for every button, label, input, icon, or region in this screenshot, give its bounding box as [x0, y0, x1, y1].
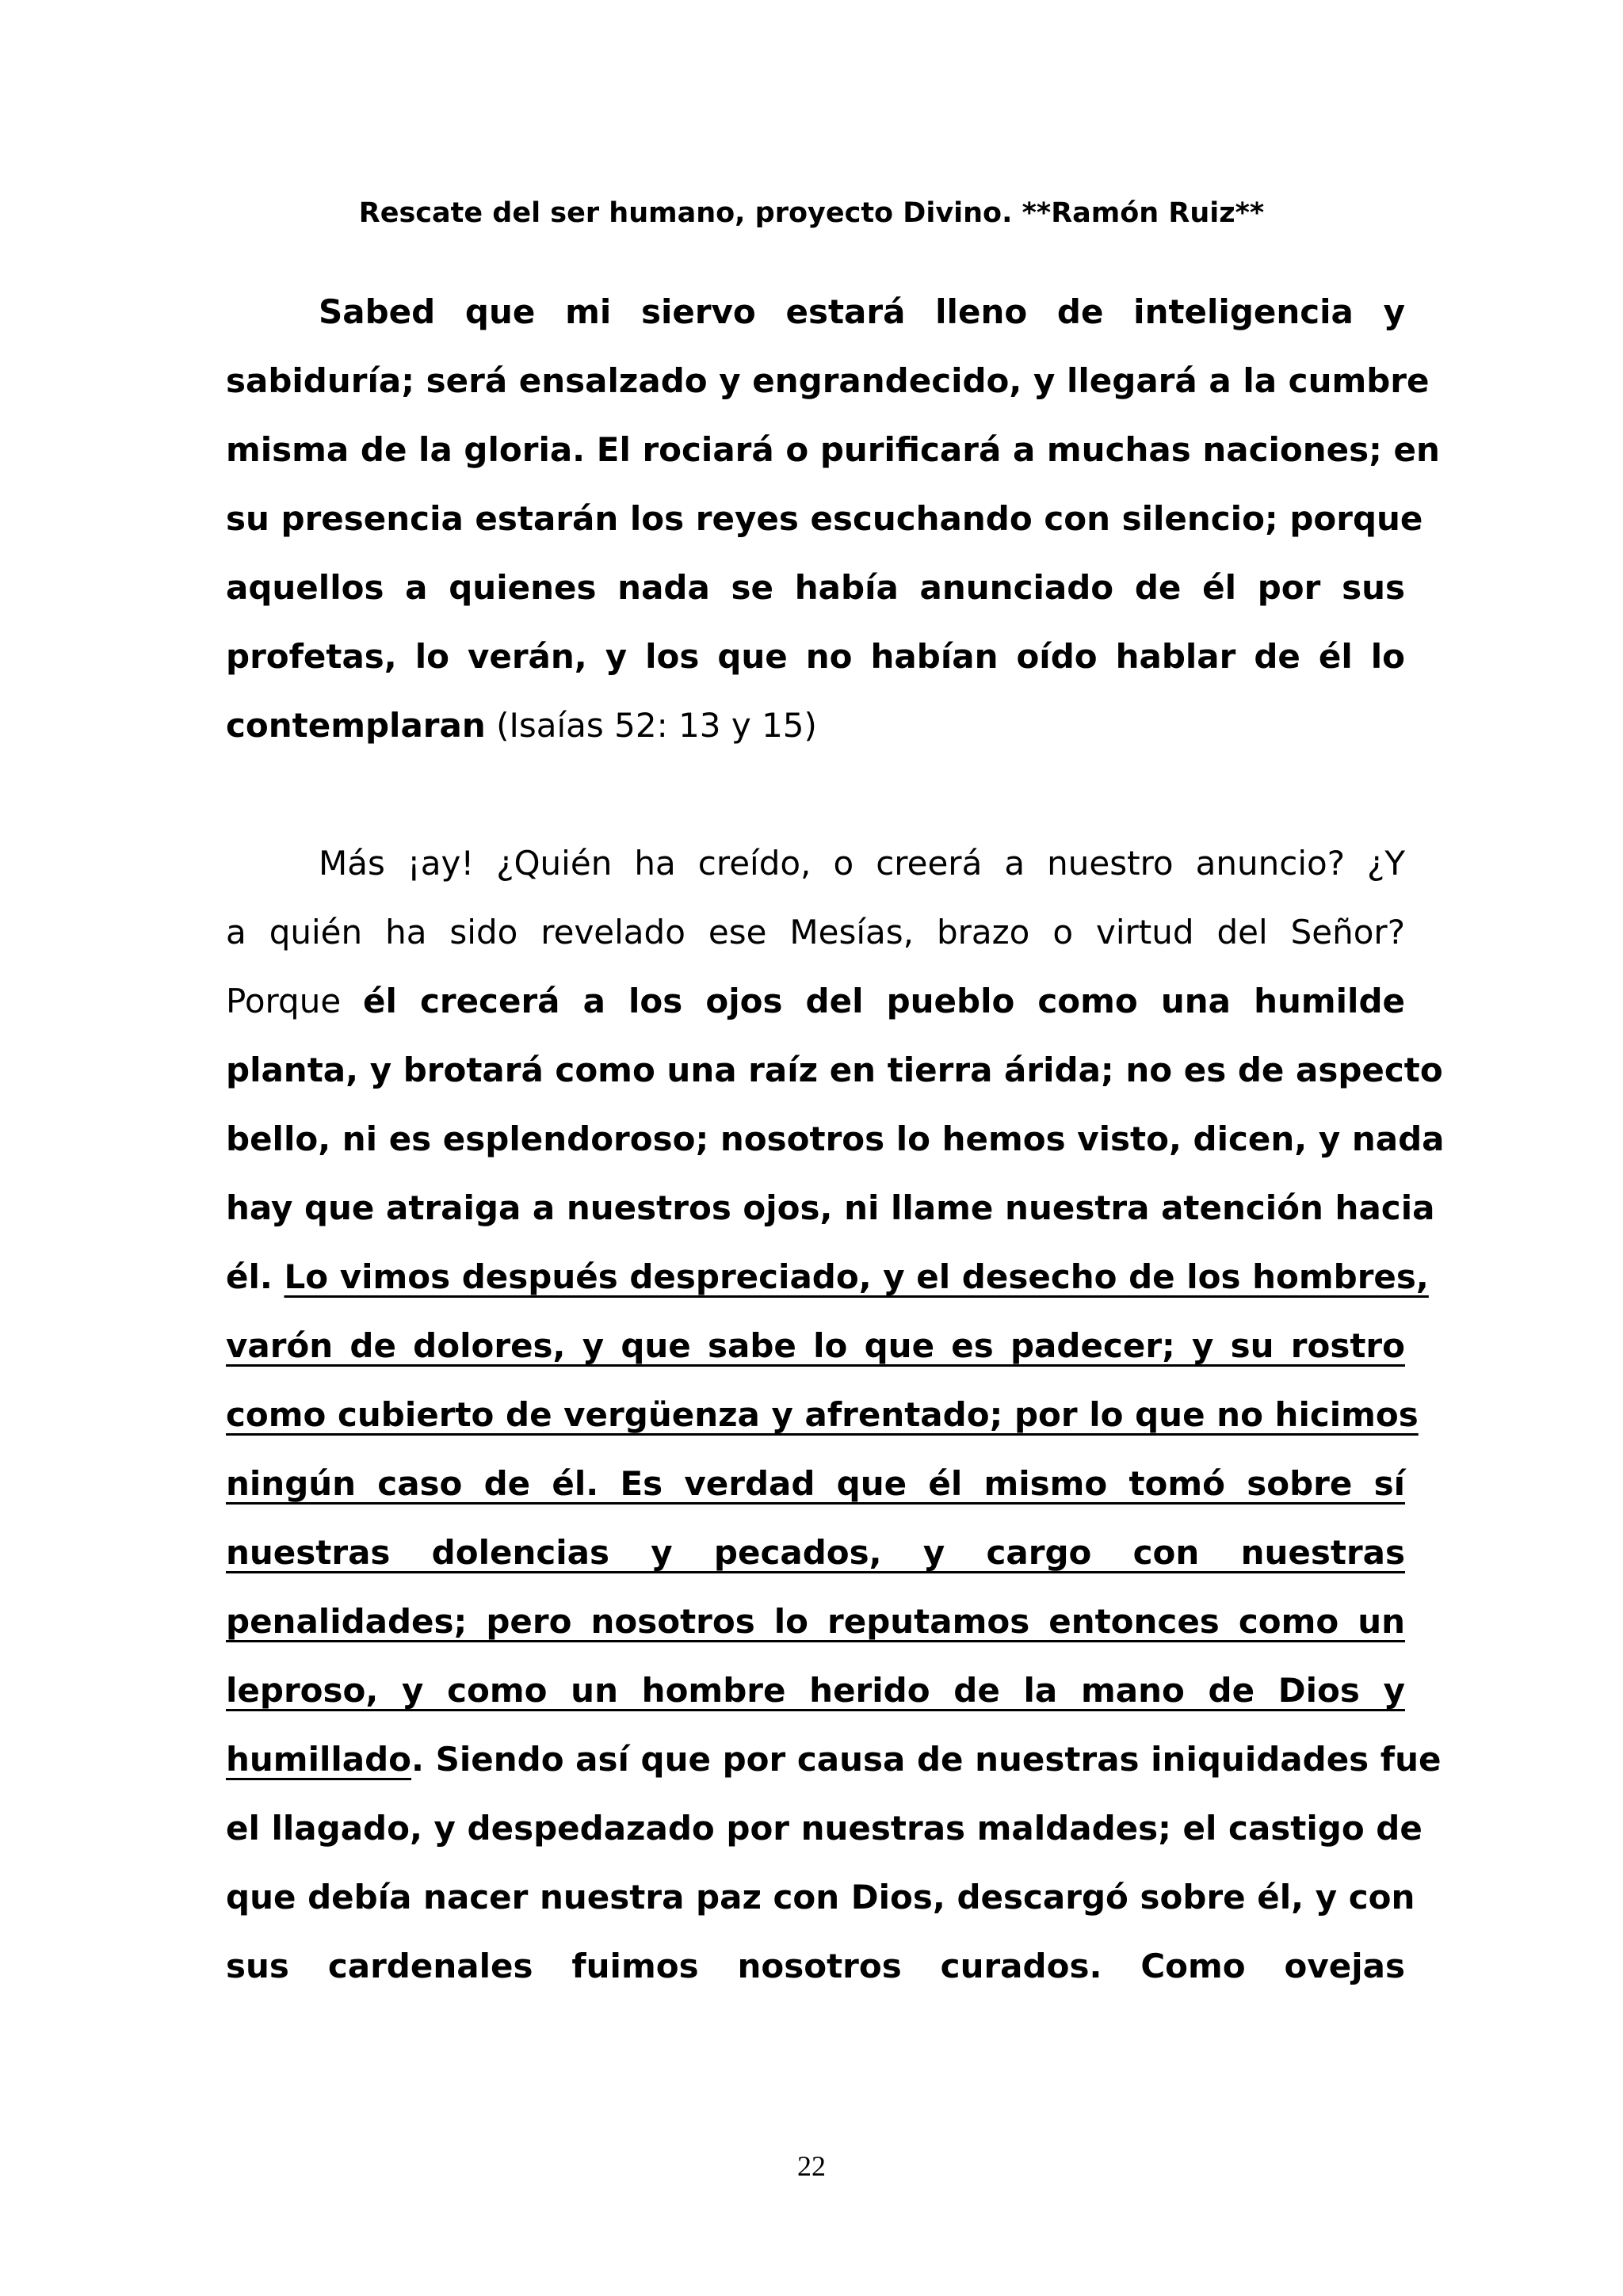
paragraph-1-line-1: Sabed que mi siervo estará lleno de inteligencia y — [319, 292, 1405, 331]
paragraph-2-line-2: a quién ha sido revelado ese Mesías, brazo o virtud del Señor? — [226, 913, 1405, 952]
paragraph-1-line-3: misma de la gloria. El rociará o purificará a muchas naciones; en — [226, 430, 1440, 469]
scripture-reference: (Isaías 52: 13 y 15) — [485, 706, 817, 745]
paragraph-2-line-1: Más ¡ay! ¿Quién ha creído, o creerá a nuestro anuncio? ¿Y — [319, 844, 1405, 883]
paragraph-2-line-10: ningún caso de él. Es verdad que él mismo tomó sobre sí — [226, 1464, 1405, 1503]
paragraph-2-line-12: penalidades; pero nosotros lo reputamos entonces como un — [226, 1602, 1405, 1641]
paragraph-1-line-4: su presencia estarán los reyes escuchando con silencio; porque — [226, 499, 1423, 538]
page-number: 22 — [797, 2150, 826, 2182]
paragraph-1-line-7 — [226, 691, 817, 760]
paragraph-2-line-14 — [226, 1725, 1442, 1794]
paragraph-2-line-15: el llagado, y despedazado por nuestras maldades; el castigo de — [226, 1809, 1423, 1848]
paragraph-2-line-9: como cubierto de vergüenza y afrentado; por lo que no hicimos — [226, 1395, 1419, 1434]
paragraph-2-line-4: planta, y brotará como una raíz en tierra árida; no es de aspecto — [226, 1051, 1443, 1089]
running-header: Rescate del ser humano, proyecto Divino. **Ramón Ruiz** — [358, 197, 1265, 229]
paragraph-1-line-6: profetas, lo verán, y los que no habían oído hablar de él lo — [226, 637, 1405, 676]
plain-bold-text: . Siendo así que por causa de nuestras iniquidades fue — [411, 1740, 1442, 1779]
emphasis-text: contemplaran — [226, 706, 486, 745]
emphasis-text: él crecerá a los ojos del pueblo como una humilde — [363, 982, 1406, 1020]
paragraph-2-line-17: sus cardenales fuimos nosotros curados. Como ovejas — [226, 1947, 1405, 1985]
plain-bold-text: él. — [226, 1257, 285, 1296]
paragraph-2-line-5: bello, ni es esplendoroso; nosotros lo hemos visto, dicen, y nada — [226, 1119, 1445, 1158]
paragraph-1-line-5: aquellos a quienes nada se había anunciado de él por sus — [226, 568, 1405, 607]
paragraph-2-line-7 — [226, 1242, 1429, 1311]
underlined-text: Lo vimos después despreciado, y el desecho de los hombres, — [284, 1257, 1429, 1296]
paragraph-2-line-13: leproso, y como un hombre herido de la mano de Dios y — [226, 1671, 1405, 1710]
underlined-text: humillado — [226, 1740, 412, 1779]
paragraph-2-line-6: hay que atraiga a nuestros ojos, ni llame nuestra atención hacia — [226, 1188, 1435, 1227]
plain-text: Porque — [226, 982, 363, 1020]
paragraph-2-line-8: varón de dolores, y que sabe lo que es padecer; y su rostro — [226, 1326, 1405, 1365]
paragraph-2-line-3 — [226, 967, 1405, 1035]
paragraph-2-line-16: que debía nacer nuestra paz con Dios, descargó sobre él, y con — [226, 1878, 1415, 1917]
paragraph-2-line-11: nuestras dolencias y pecados, y cargo con nuestras — [226, 1533, 1405, 1572]
paragraph-1-line-2: sabiduría; será ensalzado y engrandecido, y llegará a la cumbre — [226, 361, 1430, 400]
